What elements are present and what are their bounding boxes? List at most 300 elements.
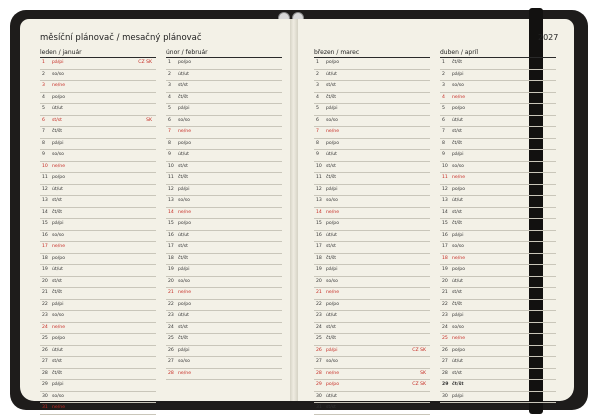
day-row[interactable]: [314, 150, 430, 162]
day-number: 9: [42, 152, 45, 157]
day-name: čt/št: [452, 60, 463, 65]
day-row[interactable]: [166, 70, 282, 82]
day-name: po/po: [52, 336, 66, 341]
day-name: st/st: [52, 198, 62, 203]
day-number: 3: [42, 83, 45, 88]
day-row[interactable]: [440, 150, 556, 162]
day-name: po/po: [178, 140, 192, 146]
day-number: 18: [168, 255, 174, 261]
day-name: pá/pi: [52, 60, 64, 65]
day-name: út/ut: [326, 152, 337, 157]
day-row[interactable]: [314, 380, 430, 392]
day-row[interactable]: [314, 127, 430, 139]
day-row[interactable]: [40, 288, 156, 300]
day-number: 25: [42, 336, 48, 341]
day-row[interactable]: [40, 392, 156, 404]
day-row[interactable]: [166, 162, 282, 174]
day-row[interactable]: [40, 403, 156, 415]
day-name: čt/št: [452, 140, 463, 146]
day-name: ne/ne: [52, 405, 66, 410]
day-row[interactable]: [40, 196, 156, 208]
day-number: 4: [442, 94, 445, 100]
day-row[interactable]: [40, 369, 156, 381]
day-name: čt/št: [52, 129, 63, 134]
day-row[interactable]: [440, 139, 556, 151]
day-row[interactable]: [314, 346, 430, 358]
day-number: 14: [168, 209, 174, 215]
day-row[interactable]: [314, 58, 430, 70]
day-number: 19: [42, 267, 48, 272]
day-row[interactable]: [314, 116, 430, 128]
day-row[interactable]: [440, 392, 556, 404]
day-row[interactable]: [314, 265, 430, 277]
day-row[interactable]: [314, 231, 430, 243]
day-number: 1: [316, 60, 319, 65]
day-number: 18: [442, 255, 448, 261]
day-number: 21: [168, 290, 174, 295]
day-number: 28: [168, 370, 174, 376]
day-row[interactable]: [40, 185, 156, 197]
day-number: 28: [316, 370, 322, 376]
day-name: st/st: [178, 163, 188, 169]
day-row[interactable]: [440, 104, 556, 116]
day-number: 17: [316, 244, 322, 249]
day-name: po/po: [452, 347, 466, 353]
holiday-note: SK: [420, 370, 426, 376]
day-number: 16: [442, 232, 448, 238]
day-name: so/so: [178, 359, 190, 364]
day-row[interactable]: [166, 150, 282, 162]
day-number: 18: [42, 255, 48, 261]
day-number: 16: [42, 232, 48, 238]
day-number: 17: [442, 244, 448, 249]
day-name: ne/ne: [452, 94, 466, 100]
day-name: čt/št: [326, 94, 337, 100]
day-number: 9: [442, 152, 445, 157]
day-row[interactable]: [314, 254, 430, 266]
day-number: 12: [442, 186, 448, 192]
day-row[interactable]: [40, 334, 156, 346]
day-row[interactable]: [440, 311, 556, 323]
day-number: 25: [168, 336, 174, 341]
day-row[interactable]: [166, 196, 282, 208]
day-row[interactable]: [40, 277, 156, 289]
day-name: ne/ne: [452, 175, 466, 180]
day-row[interactable]: [166, 300, 282, 312]
day-row[interactable]: [440, 162, 556, 174]
day-row[interactable]: [40, 311, 156, 323]
day-row[interactable]: [166, 323, 282, 335]
day-name: ne/ne: [52, 163, 66, 169]
day-name: čt/št: [326, 175, 337, 180]
year-label: 2027: [538, 33, 559, 42]
day-name: so/so: [452, 163, 464, 169]
day-name: ne/ne: [52, 244, 66, 249]
day-number: 6: [316, 117, 319, 123]
day-number: 22: [316, 301, 322, 307]
day-number: 5: [442, 106, 445, 111]
day-row[interactable]: [40, 300, 156, 312]
day-row[interactable]: [40, 254, 156, 266]
day-name: so/so: [52, 232, 64, 238]
day-row[interactable]: [166, 334, 282, 346]
day-row[interactable]: [166, 231, 282, 243]
day-number: 11: [316, 175, 322, 180]
day-row[interactable]: [440, 81, 556, 93]
day-number: 23: [442, 313, 448, 318]
day-row[interactable]: [40, 127, 156, 139]
day-name: út/ut: [326, 313, 337, 318]
day-number: 5: [168, 106, 171, 111]
day-number: 13: [442, 198, 448, 203]
day-row[interactable]: [166, 81, 282, 93]
day-name: ne/ne: [52, 324, 66, 330]
day-row[interactable]: [166, 288, 282, 300]
day-name: po/po: [452, 267, 466, 272]
day-name: út/ut: [326, 71, 337, 77]
day-number: 10: [168, 163, 174, 169]
day-name: st/st: [452, 290, 462, 295]
day-row[interactable]: [440, 346, 556, 358]
day-row[interactable]: [166, 104, 282, 116]
day-number: 12: [42, 186, 48, 192]
day-row[interactable]: [440, 127, 556, 139]
day-row[interactable]: [166, 127, 282, 139]
day-row[interactable]: [440, 300, 556, 312]
day-row[interactable]: [314, 242, 430, 254]
day-number: 19: [316, 267, 322, 272]
day-number: 13: [316, 198, 322, 203]
day-row[interactable]: [314, 219, 430, 231]
day-row[interactable]: [166, 254, 282, 266]
day-name: út/ut: [178, 313, 189, 318]
day-number: 23: [168, 313, 174, 318]
day-row[interactable]: [40, 323, 156, 335]
day-row[interactable]: [440, 231, 556, 243]
day-name: so/so: [178, 117, 190, 123]
day-name: ne/ne: [178, 129, 192, 134]
day-name: pá/pi: [452, 313, 464, 318]
day-row[interactable]: [40, 150, 156, 162]
day-row[interactable]: [314, 300, 430, 312]
day-number: 20: [168, 278, 174, 284]
day-row[interactable]: [440, 323, 556, 335]
day-row[interactable]: [166, 139, 282, 151]
day-name: pá/pi: [178, 186, 190, 192]
day-row[interactable]: [440, 242, 556, 254]
day-name: čt/št: [178, 175, 189, 180]
day-name: út/ut: [178, 71, 189, 77]
day-name: so/so: [452, 83, 464, 88]
day-name: po/po: [52, 94, 66, 100]
day-number: 21: [442, 290, 448, 295]
day-row[interactable]: [440, 208, 556, 220]
day-row[interactable]: [40, 357, 156, 369]
day-row[interactable]: [440, 334, 556, 346]
day-row[interactable]: [314, 323, 430, 335]
day-row[interactable]: [314, 173, 430, 185]
day-name: so/so: [452, 244, 464, 249]
day-name: čt/št: [178, 94, 189, 100]
day-row[interactable]: [166, 173, 282, 185]
day-row[interactable]: [166, 242, 282, 254]
day-name: pá/pi: [52, 301, 64, 307]
day-row[interactable]: [314, 334, 430, 346]
day-name: ne/ne: [326, 370, 340, 376]
day-number: 7: [316, 129, 319, 134]
month-column-march: [314, 49, 430, 415]
day-row[interactable]: [440, 185, 556, 197]
day-row[interactable]: [40, 139, 156, 151]
month-column-april: [440, 49, 556, 403]
day-number: 9: [168, 152, 171, 157]
day-number: 29: [42, 382, 48, 387]
day-row[interactable]: [40, 380, 156, 392]
day-name: so/so: [326, 117, 338, 123]
day-row[interactable]: [314, 392, 430, 404]
day-number: 2: [316, 71, 319, 77]
page-gutter: [290, 19, 298, 401]
holiday-note: CZ SK: [138, 60, 152, 65]
day-name: so/so: [178, 278, 190, 284]
day-number: 18: [316, 255, 322, 261]
day-row[interactable]: [440, 357, 556, 369]
day-name: čt/št: [178, 336, 189, 341]
day-row[interactable]: [40, 265, 156, 277]
day-row[interactable]: [166, 185, 282, 197]
day-number: 7: [168, 129, 171, 134]
day-row[interactable]: [40, 81, 156, 93]
day-row[interactable]: [166, 116, 282, 128]
day-row[interactable]: [440, 369, 556, 381]
day-number: 3: [316, 83, 319, 88]
day-number: 27: [168, 359, 174, 364]
day-number: 24: [42, 324, 48, 330]
day-name: út/ut: [178, 232, 189, 238]
day-name: po/po: [52, 255, 66, 261]
holiday-note: CZ SK: [412, 382, 426, 387]
day-name: st/st: [452, 129, 462, 134]
day-name: čt/št: [326, 255, 337, 261]
day-name: so/so: [52, 313, 64, 318]
day-row[interactable]: [440, 173, 556, 185]
day-name: ne/ne: [178, 290, 192, 295]
day-number: 16: [168, 232, 174, 238]
day-number: 3: [442, 83, 445, 88]
day-number: 28: [42, 370, 48, 376]
day-name: st/st: [326, 405, 336, 410]
day-name: ne/ne: [178, 370, 192, 376]
day-number: 2: [168, 71, 171, 77]
day-name: út/ut: [178, 152, 189, 157]
day-row[interactable]: [314, 403, 430, 415]
day-name: so/so: [178, 198, 190, 203]
day-number: 14: [316, 209, 322, 215]
day-row[interactable]: [40, 116, 156, 128]
day-name: út/ut: [52, 347, 63, 353]
day-row[interactable]: [40, 231, 156, 243]
day-number: 13: [168, 198, 174, 203]
day-name: pá/pi: [452, 232, 464, 238]
day-row[interactable]: [40, 208, 156, 220]
day-row[interactable]: [314, 288, 430, 300]
day-row[interactable]: [440, 380, 556, 392]
day-row[interactable]: [40, 346, 156, 358]
day-name: út/ut: [452, 117, 463, 123]
day-name: út/ut: [52, 186, 63, 192]
day-name: ne/ne: [326, 129, 340, 134]
day-number: 24: [168, 324, 174, 330]
month-column-january: [40, 49, 156, 415]
day-number: 6: [442, 117, 445, 123]
day-row[interactable]: [314, 139, 430, 151]
day-row[interactable]: [314, 70, 430, 82]
day-name: st/st: [178, 83, 188, 88]
day-number: 14: [442, 209, 448, 215]
day-name: pá/pi: [52, 221, 64, 226]
day-row[interactable]: [314, 81, 430, 93]
day-number: 31: [316, 405, 322, 410]
day-name: ne/ne: [326, 209, 340, 215]
day-number: 27: [316, 359, 322, 364]
day-name: út/ut: [326, 232, 337, 238]
day-row[interactable]: [40, 219, 156, 231]
day-number: 21: [316, 290, 322, 295]
day-row[interactable]: [166, 265, 282, 277]
day-name: so/so: [52, 152, 64, 157]
day-number: 15: [42, 221, 48, 226]
day-row[interactable]: [314, 196, 430, 208]
day-name: čt/št: [52, 290, 63, 295]
day-row[interactable]: [314, 162, 430, 174]
day-name: út/ut: [52, 267, 63, 272]
day-row[interactable]: [40, 93, 156, 105]
day-row[interactable]: [166, 311, 282, 323]
day-number: 6: [42, 117, 45, 123]
day-row[interactable]: [314, 277, 430, 289]
day-name: so/so: [52, 393, 64, 399]
day-row[interactable]: [440, 70, 556, 82]
day-name: po/po: [178, 301, 192, 307]
day-number: 17: [42, 244, 48, 249]
day-row[interactable]: [440, 265, 556, 277]
day-number: 12: [316, 186, 322, 192]
day-number: 26: [168, 347, 174, 353]
day-row[interactable]: [40, 104, 156, 116]
day-name: čt/št: [452, 301, 463, 307]
day-row[interactable]: [440, 58, 556, 70]
day-name: út/ut: [452, 359, 463, 364]
day-number: 4: [42, 94, 45, 100]
day-row[interactable]: [314, 93, 430, 105]
day-row[interactable]: [440, 196, 556, 208]
day-row[interactable]: [40, 58, 156, 70]
day-number: 20: [442, 278, 448, 284]
day-row[interactable]: [314, 104, 430, 116]
day-name: čt/št: [52, 209, 63, 215]
day-number: 8: [316, 140, 319, 146]
day-row[interactable]: [166, 369, 282, 381]
day-name: út/ut: [52, 106, 63, 111]
day-name: st/st: [326, 83, 336, 88]
day-number: 15: [316, 221, 322, 226]
day-row[interactable]: [314, 185, 430, 197]
day-name: ne/ne: [452, 336, 466, 341]
month-name: leden / január: [40, 49, 82, 56]
day-name: so/so: [326, 278, 338, 284]
day-row[interactable]: [314, 208, 430, 220]
day-row[interactable]: [440, 254, 556, 266]
day-name: po/po: [326, 382, 340, 387]
day-name: st/st: [452, 370, 462, 376]
day-number: 1: [42, 60, 45, 65]
day-row[interactable]: [314, 357, 430, 369]
day-name: po/po: [326, 60, 340, 65]
day-name: st/st: [52, 117, 62, 123]
day-number: 20: [316, 278, 322, 284]
day-number: 2: [442, 71, 445, 77]
day-number: 10: [42, 163, 48, 169]
month-name: únor / február: [166, 49, 208, 56]
day-row[interactable]: [166, 277, 282, 289]
month-name: březen / marec: [314, 49, 360, 56]
day-row[interactable]: [166, 93, 282, 105]
day-row[interactable]: [40, 162, 156, 174]
day-row[interactable]: [440, 277, 556, 289]
day-name: so/so: [452, 324, 464, 330]
day-name: ne/ne: [452, 255, 466, 261]
day-name: so/so: [326, 198, 338, 203]
day-number: 12: [168, 186, 174, 192]
day-row[interactable]: [166, 357, 282, 369]
day-row[interactable]: [40, 173, 156, 185]
day-row[interactable]: [166, 58, 282, 70]
day-name: so/so: [52, 71, 64, 77]
day-number: 17: [168, 244, 174, 249]
day-name: čt/št: [326, 336, 337, 341]
day-number: 25: [316, 336, 322, 341]
day-row[interactable]: [440, 93, 556, 105]
day-name: pá/pi: [178, 106, 190, 111]
day-name: pá/pi: [452, 152, 464, 157]
day-number: 29: [442, 382, 449, 387]
day-number: 15: [168, 221, 174, 226]
day-row[interactable]: [440, 288, 556, 300]
day-name: st/st: [52, 278, 62, 284]
day-name: pá/pi: [326, 267, 338, 272]
day-row[interactable]: [314, 311, 430, 323]
day-number: 8: [442, 140, 445, 146]
day-number: 11: [168, 175, 174, 180]
day-row[interactable]: [40, 70, 156, 82]
day-row[interactable]: [440, 219, 556, 231]
day-number: 7: [42, 129, 45, 134]
day-number: 15: [442, 221, 448, 226]
day-row[interactable]: [166, 219, 282, 231]
day-number: 26: [442, 347, 448, 353]
holiday-note: SK: [146, 117, 152, 123]
day-number: 23: [42, 313, 48, 318]
day-row[interactable]: [166, 208, 282, 220]
day-name: st/st: [326, 324, 336, 330]
holiday-note: CZ SK: [412, 347, 426, 353]
day-row[interactable]: [166, 346, 282, 358]
day-row[interactable]: [40, 242, 156, 254]
day-row[interactable]: [440, 116, 556, 128]
day-name: po/po: [452, 186, 466, 192]
day-row[interactable]: [314, 369, 430, 381]
day-name: po/po: [326, 221, 340, 226]
